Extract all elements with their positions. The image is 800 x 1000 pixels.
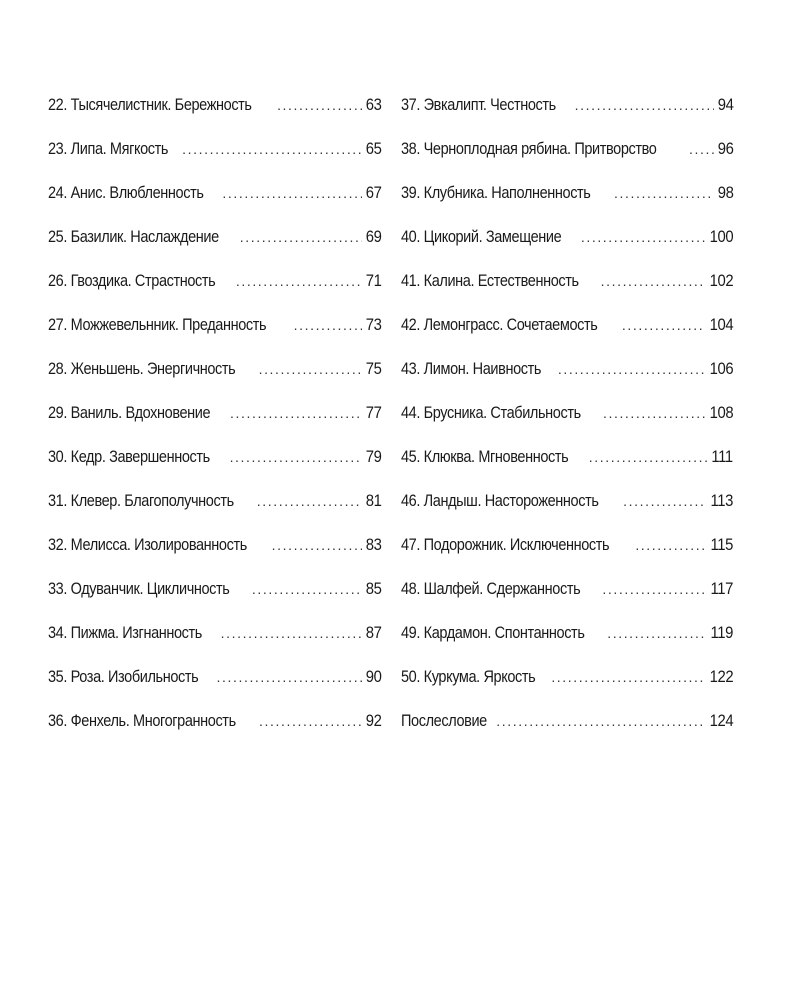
toc-page-number: 67 bbox=[365, 184, 381, 202]
toc-entry-title: 50. Куркума. Яркость bbox=[401, 668, 536, 686]
toc-entry[interactable] bbox=[401, 484, 733, 528]
toc-page-number: 111 bbox=[711, 448, 733, 466]
toc-page-number: 83 bbox=[365, 536, 381, 554]
toc-page-number: 87 bbox=[365, 624, 381, 642]
toc-entry-title: 46. Ландыш. Настороженность bbox=[401, 492, 599, 510]
toc-entry-title: 27. Можжевельнник. Преданность bbox=[48, 316, 267, 334]
toc-entry-title: 41. Калина. Естественность bbox=[401, 272, 579, 290]
toc-entry[interactable] bbox=[48, 220, 381, 264]
toc-dot-leader bbox=[614, 176, 714, 210]
toc-page-number: 115 bbox=[710, 536, 733, 554]
toc-page-number: 96 bbox=[717, 140, 733, 158]
toc-entry-title: 47. Подорожник. Исключенность bbox=[401, 536, 610, 554]
toc-entry-title: 38. Черноплодная рябина. Притворство bbox=[401, 140, 657, 158]
toc-dot-leader bbox=[607, 616, 706, 650]
toc-page-number: 92 bbox=[365, 712, 381, 730]
toc-dot-leader bbox=[221, 616, 362, 650]
toc-dot-leader bbox=[259, 352, 362, 386]
toc-dot-leader bbox=[589, 440, 707, 474]
toc-entry[interactable] bbox=[401, 308, 733, 352]
toc-dot-leader bbox=[222, 176, 361, 210]
toc-entry[interactable] bbox=[401, 528, 733, 572]
toc-entry[interactable] bbox=[48, 132, 381, 176]
toc-entry-title: 22. Тысячелистник. Бережность bbox=[48, 96, 252, 114]
toc-entry-title: 49. Кардамон. Спонтанность bbox=[401, 624, 585, 642]
toc-page-number: 108 bbox=[709, 404, 733, 422]
toc-page-number: 113 bbox=[710, 492, 733, 510]
toc-page-number: 122 bbox=[709, 668, 733, 686]
toc-dot-leader bbox=[294, 308, 362, 342]
toc-entry[interactable] bbox=[401, 88, 733, 132]
toc-entry[interactable] bbox=[48, 528, 381, 572]
toc-entry-title: 26. Гвоздика. Страстность bbox=[48, 272, 216, 290]
toc-dot-leader bbox=[623, 484, 706, 518]
toc-entry-title: 37. Эвкалипт. Честность bbox=[401, 96, 556, 114]
toc-entry[interactable] bbox=[48, 88, 381, 132]
toc-dot-leader bbox=[496, 704, 705, 738]
toc-entry[interactable] bbox=[401, 396, 733, 440]
toc-page-number: 69 bbox=[365, 228, 381, 246]
toc-entry[interactable] bbox=[401, 220, 733, 264]
toc-dot-leader bbox=[558, 352, 705, 386]
toc-entry-title: 33. Одуванчик. Цикличность bbox=[48, 580, 230, 598]
toc-entry[interactable] bbox=[48, 396, 381, 440]
toc-page-number: 63 bbox=[365, 96, 381, 114]
toc-entry-title: 48. Шалфей. Сдержанность bbox=[401, 580, 581, 598]
toc-page-number: 98 bbox=[717, 184, 733, 202]
toc-page-number: 102 bbox=[709, 272, 733, 290]
toc-page-number: 75 bbox=[365, 360, 381, 378]
toc-entry-title: 39. Клубника. Наполненность bbox=[401, 184, 591, 202]
toc-entry[interactable] bbox=[48, 572, 381, 616]
toc-entry[interactable] bbox=[48, 704, 381, 748]
toc-dot-leader bbox=[603, 396, 705, 430]
toc-entry-title: 25. Базилик. Наслаждение bbox=[48, 228, 219, 246]
toc-entry[interactable] bbox=[48, 176, 381, 220]
toc-dot-leader bbox=[230, 396, 362, 430]
toc-entry-title: 32. Мелисса. Изолированность bbox=[48, 536, 247, 554]
toc-entry[interactable] bbox=[48, 660, 381, 704]
toc-dot-leader bbox=[217, 660, 362, 694]
toc-page-number: 65 bbox=[365, 140, 381, 158]
toc-page-number: 79 bbox=[365, 448, 381, 466]
toc-entry-title: 42. Лемонграсс. Сочетаемость bbox=[401, 316, 598, 334]
toc-dot-leader bbox=[257, 484, 362, 518]
toc-page-number: 73 bbox=[365, 316, 381, 334]
toc-right-column bbox=[401, 88, 733, 748]
toc-entry-title: 36. Фенхель. Многогранность bbox=[48, 712, 236, 730]
toc-dot-leader bbox=[581, 220, 705, 254]
toc-entry[interactable] bbox=[48, 616, 381, 660]
toc-dot-leader bbox=[622, 308, 705, 342]
toc-dot-leader bbox=[252, 572, 362, 606]
toc-dot-leader bbox=[575, 88, 714, 122]
toc-page-number: 85 bbox=[365, 580, 381, 598]
toc-entry[interactable] bbox=[401, 176, 733, 220]
toc-page-number: 117 bbox=[710, 580, 733, 598]
toc-entry-title: 35. Роза. Изобильность bbox=[48, 668, 199, 686]
toc-entry[interactable] bbox=[401, 616, 733, 660]
toc-entry[interactable] bbox=[401, 704, 733, 748]
toc-dot-leader bbox=[182, 132, 361, 166]
toc-left-column bbox=[48, 88, 381, 748]
toc-dot-leader bbox=[689, 132, 714, 166]
toc-entry[interactable] bbox=[401, 572, 733, 616]
toc-dot-leader bbox=[272, 528, 362, 562]
toc-entry[interactable] bbox=[401, 660, 733, 704]
toc-entry-title: 30. Кедр. Завершенность bbox=[48, 448, 210, 466]
toc-page-number: 81 bbox=[365, 492, 381, 510]
toc-entry[interactable] bbox=[401, 352, 733, 396]
toc-entry-title: 29. Ваниль. Вдохновение bbox=[48, 404, 211, 422]
toc-entry[interactable] bbox=[48, 440, 381, 484]
toc-dot-leader bbox=[236, 264, 362, 298]
toc-page-number: 106 bbox=[709, 360, 733, 378]
toc-dot-leader bbox=[259, 704, 362, 738]
toc-entry-title: 24. Анис. Влюбленность bbox=[48, 184, 204, 202]
toc-page-number: 90 bbox=[365, 668, 381, 686]
toc-entry[interactable] bbox=[48, 352, 381, 396]
toc-entry[interactable] bbox=[48, 484, 381, 528]
toc-dot-leader bbox=[551, 660, 705, 694]
toc-entry-title: 40. Цикорий. Замещение bbox=[401, 228, 562, 246]
toc-entry-title: 45. Клюква. Мгновенность bbox=[401, 448, 569, 466]
toc-entry-title: 34. Пижма. Изгнанность bbox=[48, 624, 202, 642]
toc-dot-leader bbox=[601, 264, 705, 298]
toc-entry-title: Послесловие bbox=[401, 712, 487, 730]
toc-dot-leader bbox=[277, 88, 361, 122]
toc-page-number: 71 bbox=[365, 272, 381, 290]
toc-page-number: 104 bbox=[709, 316, 733, 334]
toc-entry[interactable] bbox=[401, 264, 733, 308]
toc-entry[interactable] bbox=[401, 440, 733, 484]
toc-dot-leader bbox=[240, 220, 362, 254]
toc-page-number: 124 bbox=[709, 712, 733, 730]
toc-entry[interactable] bbox=[48, 264, 381, 308]
toc-dot-leader bbox=[635, 528, 706, 562]
toc-entry-title: 43. Лимон. Наивность bbox=[401, 360, 542, 378]
toc-entry-title: 28. Женьшень. Энергичность bbox=[48, 360, 236, 378]
toc-entry-title: 31. Клевер. Благополучность bbox=[48, 492, 234, 510]
toc-dot-leader bbox=[230, 440, 362, 474]
toc-entry[interactable] bbox=[48, 308, 381, 352]
toc-entry-title: 44. Брусника. Стабильность bbox=[401, 404, 581, 422]
toc-entry[interactable] bbox=[401, 132, 733, 176]
toc-entry-title: 23. Липа. Мягкость bbox=[48, 140, 169, 158]
toc-page-number: 77 bbox=[365, 404, 381, 422]
toc-page-number: 119 bbox=[710, 624, 733, 642]
toc-page-number: 94 bbox=[717, 96, 733, 114]
toc-page-number: 100 bbox=[709, 228, 733, 246]
toc-dot-leader bbox=[602, 572, 706, 606]
